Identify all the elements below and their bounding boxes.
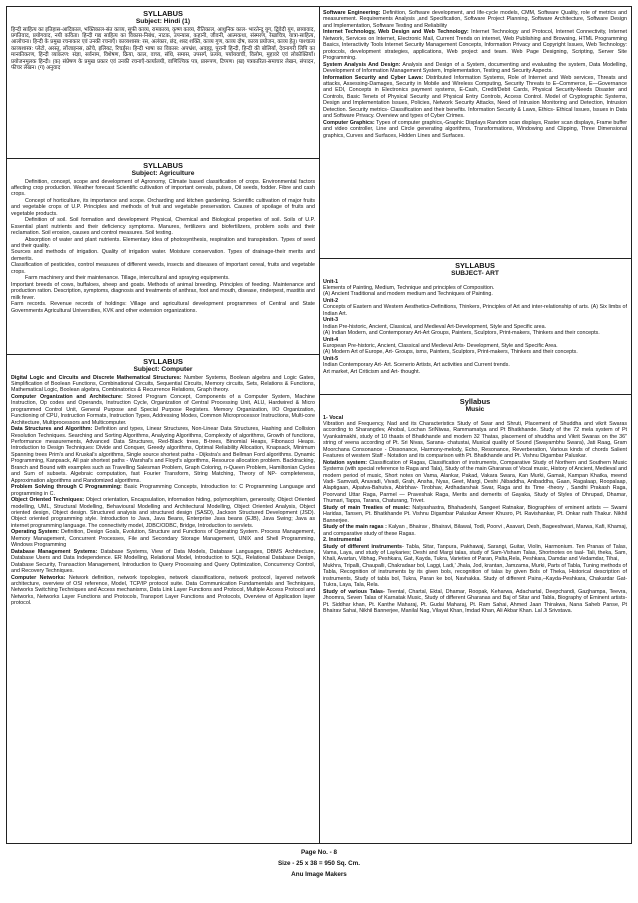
- computer-topic: Internet Technology, Web Design and Web Technology: Internet Technology and Protocol, Internet Connectivity, Internet Network, Services on Internet, Electronic Mail, Current Trends on internet, Web Publishing and Browsing, HTML Programming Basics, Interactivity Tools Internet Security Management Concepts, Information Privacy and Copyright Issues, Web Technology: protocols, development strategies, applications, Web project and team. Web Page Designing, Scripting, Server Site Programming.: [323, 29, 627, 62]
- music-topic: Study of different instruments- Tabla, Sitar, Tanpura, Pakhawaj, Sarangi, Guitar, Violin, Harmonium. Ten Pranas of Talas, Vama, Laya, and study of Laykaries; Deshi and Margi talas, study of Sam-Visham Talas, Shortnotes on taal- Tali, theka, Sam, Khali, Avartan, Vibhag, Peshkara, Gat, Kayda, Tukra, Varieties of Paran, Palta,Rela, Peshkara, Damdar and Vedamdar, Tihai,: [323, 543, 627, 563]
- computer-topic: Problem Solving through C Programming: Basic Programming Concepts, Introduction to: C Programming Language and programming in C.: [11, 484, 315, 497]
- art-line: European Pre-historic, Ancient, Classical and Medieval Arts- Development, Style and Specific Area.: [323, 343, 558, 350]
- art-line: Art market, Art Criticism and Art- thought.: [323, 368, 421, 375]
- art-line: (A) Modern Art of Europe, Art- Groups, isms, Painters, Sculptors, Print-makers, Thinkers and their concepts.: [323, 349, 578, 356]
- computer-entries-right: [323, 10, 627, 139]
- computer-topic: Computer Graphics: Types of computer graphics,-Graphic Displays Random scan displays, Raster scan displays, Frame buffer and video controller, Line and Circle generating algorithms, Transformations, Windowing and Clipping, Three Dimensional graphics, Curves and Surfaces, Hidden Lines and Surfaces.: [323, 119, 627, 139]
- agriculture-para: Important breeds of cows, buffaloes, sheep and goats. Methods of animal breeding. Principles of feeding. Maintenance and production ration. Description, symptoms, diagnosis and treatments of anthrax, foot and mouth, disease, rinderpest, mastitis and milk fever.: [11, 281, 315, 301]
- music-topic-heading: Study of the main ragas :: [323, 524, 387, 531]
- computer-topic: Information Security and Cyber Laws: Distributed Information Systems, Role of Internet and Web services, Threats and attacks, Assessing-Damages, Security in Mobile and Wireless Computing, Security Threats to E–Commerce, E—Governance and EDI, Concepts in Electronics payment systems, E-Cash, Credit/Debit Cards, Physical Security-Needs Disaster and Controls, Basic Tenets of Physical Security and Physical Entry Controls, Access Control. Model of Cryptographic Systems, Design and Implementation Issues, Policies, Network Security Attacks, Need of Intrusion Monitoring and Detection, Intrusion Detection. Security metrics- Classification and their benefits. Information Security & Laws, Ethics- Ethical Issues, Issues in Data and Software Privacy. Overview and types of Cyber Crimes.: [323, 74, 627, 120]
- music-line: Mukhra, Tripalli, Chaupalli, Chakradaar bol, Laggi, Ladi,' Jhala, Jod, krantan, Jamzama, Murki, Parts of Tabla, Tuning methods of Tabla, Recognition of instruments by its given bols, recognition of talas by given Bols of Theka, Historical description of instruments, Study of tabla bol, Tukra, Paran ke bol, Navhakka. Study of different Pains,–Kayda-Peshkara, Chakardar Gat-Tukra, Laya, Tala, Rela.: [323, 562, 627, 589]
- art-line: (A) Indian Modern, and Contemporary Art-Art Groups, Painters, Sculptors, Print-makers, Thinkers and their concepts.: [323, 330, 600, 337]
- agriculture-para: Sources and methods of irrigation. Quality of irrigation water. Moisture conservation. Types of drainage-their merits and demerits.: [11, 249, 315, 262]
- computer-title: SYLLABUS: [143, 357, 183, 366]
- computer-topic: Digital Logic and Circuits and Discrete Mathematical Structures: Number Systems, Boolean algebra and Logic Gates, Simplification of Boolean Functions, Combinational Circuits, Sequential Circuits, Memory circuits, Sets, Relations & Functions, Mathematical Logic, Boolean algebra, Combinatorics & Recurrence Relations, Graph theory.: [11, 374, 315, 394]
- printer-name: Anu Image Makers: [291, 871, 347, 878]
- music-heading-heading: 1- Vocal: [323, 414, 344, 421]
- music-topic-heading: Study of various Talas-: [323, 588, 385, 595]
- hindi-section: [7, 7, 319, 159]
- music-topic-heading: Study of main Treaties of music:: [323, 504, 410, 511]
- computer-topic-heading: Computer Networks:: [11, 574, 66, 581]
- agriculture-para: Concept of horticulture, its importance and scope. Orcharding and kitchen gardening. Scientific cultivation of major fruits and vegetable crops of U.P. Principles and methods of fruit and vegetable preservation. Causes of spoilage of fruits and vegetable products.: [11, 197, 315, 217]
- page-size: Size - 25 x 38 = 950 Sq. Cm.: [277, 860, 361, 867]
- computer-topic: Computer Organization and Architecture: Stored Program Concept, Components of a Computer System, Machine Instruction, Op codes and Operands, Instruction Cycle, Organization of Central Processing Unit, ALU, Hardwired & Micro programmed Control Unit, General Purpose and Special Purpose Registers. Memory Organization, I/O Organization, Functioning of CPU, Instruction Formats, Instruction Types, Addressing Modes, Common Microprocessor Instructions, Multi-core Architecture, Multiprocessors and Multicomputer.: [11, 393, 315, 426]
- music-topic: Study of the main ragas : Kalyan , Bhairav , Bhairavi, Bilawal, Todi, Poorvi , Asavari, Desh, Bageeshwari, Marwa, Kafi, Khamaj, and comparative study of these Ragas.: [323, 524, 627, 537]
- music-topic: Notation system: Classification of Ragas, Classification of instruments, Comparative Study of Northern and Southern Music Systems (with special reference to Raga and Tala), Study of the main Gharanas of Vocal music, History of Ancient, Medieval and modern period of music, Short notes on Vama, Alankar, Pakad, Vakara Swara, Kan Murki, Gamak, Kampan Khatka, meend Vadi- Samvadi, Anuvadi, Vivadi, Grah, Ansha, Nyas, Geet, Margi, Deshi ,Nibaddha, Anibaddha, Gaan, Ragalaap, Roopalaap, Alaptigaan, Alpatva-Bahutva, Abirbhav- Tirobhav, Ardhadarshak Swar, Raga and its Time -theory , Sandhi Prakash Raga, Poorvand Uttar Raga, Parmel — Praveshak Raga, Merits and demerits of Gayaka, Study of Styles of Dhrupad, Dhamar, Thumari, Tappa, Tarana, Chaturang, Trivet.: [323, 459, 627, 505]
- computer-continued-section: [319, 7, 631, 259]
- agriculture-title: SYLLABUS: [143, 161, 183, 170]
- computer-topic-heading: Problem Solving through C Programming:: [11, 484, 122, 491]
- art-line: (A) Ancient Traditional and modern medium and Techniques of Painting.: [323, 291, 493, 298]
- agriculture-subject: Subject: Agriculture: [131, 170, 195, 177]
- computer-topic: Database Management Systems: Database Systems, View of Data Models, Database Languages, DBMS Architecture, Database Users and Data Independence. ER Modelling, Relational Model, Introduction to SQL, Relational Database Design, Database Security, Transaction Management, Introduction to Query Processing and Query Optimization, Concurrency Control, and Recovery Techniques.: [11, 548, 315, 575]
- music-subject: Music: [465, 406, 485, 413]
- art-unit-heading-heading: Unit-5: [323, 355, 339, 362]
- art-subject: SUBJECT- ART: [451, 270, 499, 277]
- art-line: Concepts of Eastern and Western Aesthetics-Definitions, Thinkers, Principles of Art and inter-relationship of arts. (A) Six limbs of Indian Art.: [323, 304, 627, 317]
- computer-topic-heading: Database Management Systems:: [11, 548, 98, 555]
- computer-topic-heading: Software Engineering:: [323, 10, 381, 16]
- computer-section: [7, 355, 319, 843]
- art-line: Elements of Painting, Medium, Technique and principles of Composition.: [323, 284, 495, 291]
- computer-topic-heading: Operating System:: [11, 529, 60, 536]
- computer-topic-heading: Object Oriented Techniques:: [11, 497, 85, 504]
- music-topic: Study of main Treaties of music: Natyashastra, Bhahadeshi, Sangeet Ratnakar, Biographies of eminent artists — Swami Haridas, Tansen, Pt. Bhatkhande Pt. Vishnu Digambar Paluskar Ameer Khusro, Pt. Ravishankar, Pt. Onkar nath Thakur. Nikhil Bannerjee.: [323, 504, 627, 524]
- music-section: [319, 395, 631, 843]
- computer-topic: Data Structures and Algorithm: Definition and types, Linear Structures, Non-Linear Data Structures, Hashing and Collision Resolution Techniques. Searching and Sorting Algorithms, Analyzing Algorithms, Complexity of algorithms, Growth of functions, Performance measurements, Advanced Data Structures, Red-Black trees, B-trees, Binomial Heaps, Fibonacci Heaps. Introduction to Design Techniques: Divide and Conquer, Greedy algorithms, Optimal Reliability Allocation, Knapsack, Minimum Spanning trees Prim's and Kruskal's algorithms, Single source shortest paths - Dijkstra's and Bellman Ford algorithms. Dynamic Programming, Kanpsack, All pair shortest paths - Warshal's and Floyd's algorithms, Resource allocation problem. Backtracking, Branch and Bound with examples such as Travelling Salesman Problem, Graph Coloring, n-Queen Problem, Hamiltonian Cycles and Sum of subsets. Algebraic computation, fast Fourier Transform, String Matching, Theory of NP- completeness, Approximation algorithms and Randomized algorithms.: [11, 426, 315, 484]
- art-line: Indian Pre-historic, Ancient, Classical, and Medieval Art-Development, Style and Specific area.: [323, 323, 547, 330]
- left-column: [7, 7, 320, 843]
- art-lines: [323, 279, 627, 376]
- computer-topic: Computer Networks: Network definition, network topologies, network classifications, network protocol, layered network architecture, overview of OSI reference, Model, TCP/IP protocol suite. Data Communication Fundamentals and Techniques, Networks Switching Techniques and Access mechanisms, Data Link Layer Functions and Protocol, Multiple Access Protocol and Networks, Networks Layer Functions and Protocols, Transport Layer Functions and Protocols, Overview of Application layer protocol.: [11, 574, 316, 607]
- computer-topic-heading: Computer Graphics:: [323, 119, 375, 126]
- computer-topic-heading: Computer Organization and Architecture:: [11, 393, 123, 400]
- computer-topic: Operating System: Definition, Design Goals, Evolution, Structure and Functions of Operating System. Process Management, Memory Management, Concurrent Processes, File and Secondary Storage Management, UNIX and Shell Programming, Windows Programming: [11, 529, 316, 549]
- hindi-subject: Subject: Hindi (1): [135, 18, 191, 25]
- music-topic-heading: Study of different instruments: [323, 543, 402, 550]
- music-lines: [323, 415, 627, 615]
- music-heading-heading: 2. Instrumental: [323, 537, 362, 544]
- agriculture-para: Definition of soil. Soil formation and development Physical, Chemical and Biological properties of soil. Soils of U.P. Essential plant nutrients and their deficiency symptoms. Manures, fertilizers and biofertilizers, problem soils and their reclamation. Soil erosion, causes and control measures. Soil testing.: [11, 217, 315, 237]
- agriculture-para: Farm records. Revenue records of holdings: Village and agricultural development programmes of Central and State Governments Agricultural Universities, KVK and other extension organizations.: [11, 301, 315, 314]
- music-topic-heading: Notation system:: [323, 459, 368, 466]
- computer-topic-heading: Data Structures and Algorithm:: [11, 426, 93, 433]
- art-unit-heading-heading: Unit-1: [323, 278, 339, 285]
- computer-topic-heading: Digital Logic and Circuits and Discrete Mathematical Structures:: [11, 374, 182, 381]
- computer-topic: Software Engineering: Definition, Software development, and life-cycle models, CMM, Software Quality, role of metrics and measurement. Requirements Analysis ,and Specification, Software Project Planning, Software Architecture, Software Design and Implementation, Software Testing and Reliability: [323, 10, 627, 29]
- hindi-title: SYLLABUS: [143, 9, 183, 18]
- computer-topic-heading: System Analysis And Design:: [323, 61, 401, 68]
- computer-topic: System Analysis And Design: Analysis and Design of a System, documenting and evaluating the system, Data Modelling, Development of Information Management System, Implementation, Testing and Security Aspects.: [323, 61, 628, 75]
- art-unit-heading-heading: Unit-3: [323, 317, 339, 324]
- art-title: SYLLABUS: [455, 261, 495, 270]
- page-number: Page No. - 8: [300, 849, 338, 856]
- art-line: Indian Contemporary Art- Art. Scenerio Artists, Art activities and Current trends.: [323, 362, 510, 369]
- agriculture-section: [7, 159, 319, 355]
- computer-topic: Object Oriented Techniques: Object orientation, Encapsulation, information hiding, polymorphism, generosity, Object Oriented modelling, UML, Structural Modelling, Behavioural Modelling and Architectural Modelling, Object Oriented Analysis, Object oriented design, Object design. Structured analysis and structured design (SASD), Jackson Structured Development (JSD). Object oriented programming style. Introduction to Java, Java Beans, Enterprise Java beans (EJB), Java Swing; Java as internet programming language. The connectivity model, JDBC/ODBC, Bridge, Introduction to servlets.: [11, 497, 315, 529]
- art-unit-heading-heading: Unit-2: [323, 297, 339, 304]
- art-unit-heading-heading: Unit-4: [323, 336, 339, 343]
- syllabus-page: [6, 6, 632, 844]
- hindi-body: हिन्दी साहित्य का इतिहास-आदिकाल, भक्तिकाल-संत काव्य, सूफी काव्य, रामकाव्य, कृष्ण काव्य, रीतिकाल, आधुनिक काल- भारतेन्दु युग, द्विवेदी युग, छायावाद, प्रगतिवाद, प्रयोगवाद, नयी कविता। हिन्दी गद्य साहित्य का विकास-निबंध, नाटक, उपन्यास, कहानी, जीवनी, आत्मकथा, संस्मरण, रेखाचित्र, यात्रा-साहित्य, आलोचना। हिन्दी के प्रमुख रचनाकार एवं उनकी रचनाएँ। काव्यशास्त्र: रस, अलंकार, छंद, शब्द शक्ति, काव्य गुण, काव्य दोष, काव्य प्रयोजन, काव्य हेतु। पाश्चात्य काव्यशास्त्र: प्लेटो, अरस्तू, लोंजाइनस, क्रोचे, इलियट, रिचर्ड्स। हिन्दी भाषा का विकास: अपभ्रंश, अवहट्ट, पुरानी हिन्दी, हिन्दी की बोलियाँ, देवनागरी लिपि का मानकीकरण, हिन्दी व्याकरण: संज्ञा, सर्वनाम, विशेषण, क्रिया, काल, वाच्य, संधि, समास, उपसर्ग, प्रत्यय, पर्यायवाची, विलोम, मुहावरे एवं लोकोक्तियाँ। प्रयोजनमूलक हिन्दी। (क) संप्रेषण के प्रमुख प्रकार एवं उनकी रचनाएँ-कार्यालयी, वाणिज्यिक पत्र, प्रारूपण, टिप्पण। (ख) पत्रकारिता-समाचार लेखन, संपादन, फीचर लेखन। (ग) अनुवाद: [11, 26, 315, 72]
- computer-topic-heading: Internet Technology, Web Design and Web Technology:: [323, 29, 469, 36]
- computer-subject: Subject: Computer: [133, 366, 193, 373]
- computer-topic-heading: Information Security and Cyber Laws:: [323, 74, 424, 81]
- agriculture-para: Absorption of water and plant nutrients. Elementary idea of photosynthesis, respiration and transpiration. Types of seed and their quality.: [11, 236, 315, 250]
- computer-entries-left: [11, 375, 315, 607]
- music-title: Syllabus: [459, 397, 491, 406]
- agriculture-para: Classification of pesticides, control measures of different weeds, insects and diseases of important cereal, fruits and vegetable crops.: [11, 262, 315, 275]
- right-column: [319, 7, 631, 843]
- art-section: [319, 259, 631, 395]
- music-line: Vibration and Frequency, Nad and its Characteristics Study of Swar and Shruti, Placement of Shuddha and vikrit Swaras according to Sharangdev, Ahobal, Lochan SriNiwas, Rammamatya and Pt Bhatkhande. Study of the 72 mela system of Pt Vyankatmakhi, study of 10 thaats of Bhatkhande and modern 32 Thatas, placement of shuddha and Vikrit Swaras on the 36" string of veena according of Pt. Sri Nivas, Sarana- chatustai, Musical quality of Sound (Swayambhu Swara), Jati Raag, Gram Moorchana Consonance - Dissonance, Harmony-melody, Echo, Resonance, Reverberation, Various kinds of chords Salient Features of western Staff - Notation and its comparison with Pt. Bhatkhande and Pt. Vishnu Digambar Paluskar.: [323, 420, 627, 460]
- music-topic: Study of various Talas- Teental, Chartal, Ektal, Dhamar, Roopak, Keharwa, Adachartal, Deepchandi, Gazjhampa, Teevra, Jhoomra, Seven Talas of Karnatak Music, Study of different Gharanas and Baj of Sitar and Tabla, Biography of Eminent artists- Pt. Siddhar khan, Pt. Kanthe Maharaj, Pt. Gudai Maharaj, Pt. Ram Sahai, Ahmed Jaan Thirakwa, Nana Saheb Panse, Pt Bhairav Sahai, Nikhil Bannerjee, Manilal Nag, Vilayat Khan, Imdad Khan, Ali Akbar Khan. Lal Ji Srivstava.: [323, 588, 627, 615]
- agriculture-para: Farm machinery and their maintenance. Tillage, intercultural and spraying equipments.: [25, 275, 230, 282]
- agriculture-para: Definition, concept, scope and development of Agronomy, Climate based classification of crops. Environmental factors affecting crop production. Weather forecast Scientific cultivation of important cereals, pulses, Oil seeds, fodder. Fibre and cash crops.: [11, 178, 315, 198]
